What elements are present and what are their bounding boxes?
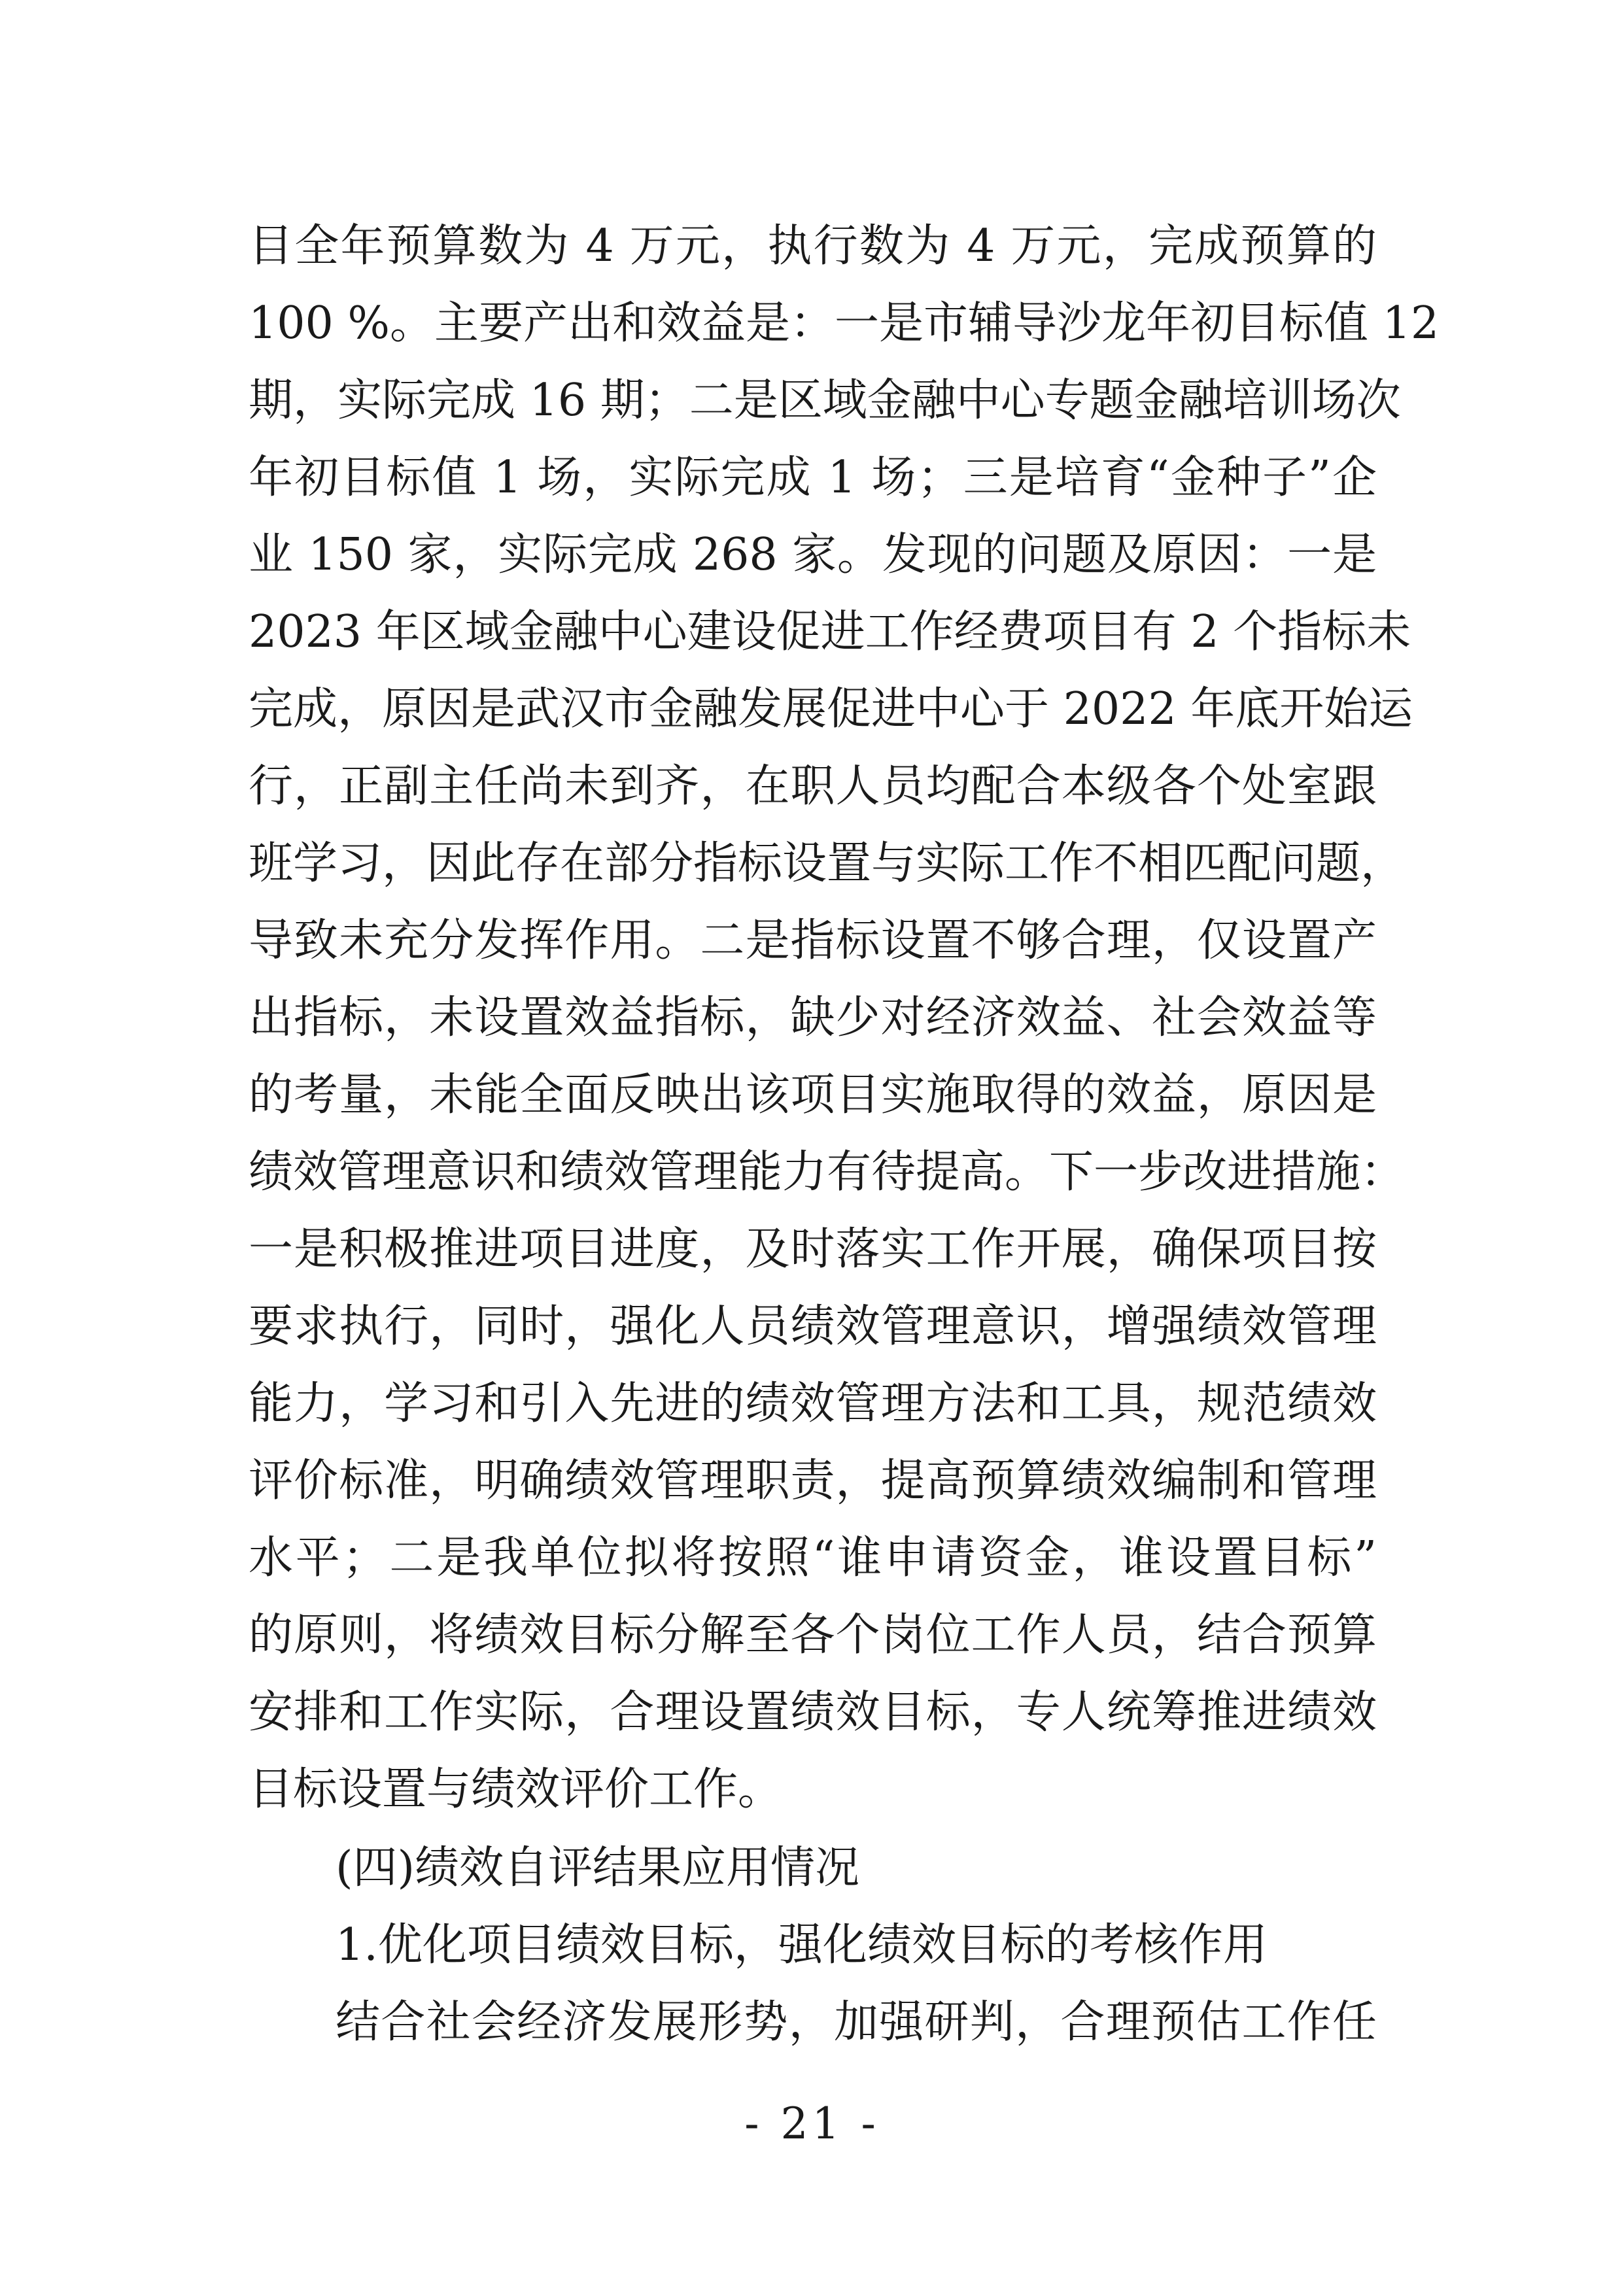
subsection-heading: 1.优化项目绩效目标，强化绩效目标的考核作用 (336, 1919, 1268, 1971)
paragraph-line-8: 行，正副主任尚未到齐，在职人员均配合本级各个处室跟 (249, 761, 1377, 812)
paragraph-line-11: 出指标，未设置效益指标，缺少对经济效益、社会效益等 (249, 992, 1377, 1044)
section-heading: (四)绩效自评结果应用情况 (336, 1842, 860, 1894)
paragraph-line-19: 的原则，将绩效目标分解至各个岗位工作人员，结合预算 (249, 1609, 1377, 1661)
paragraph-line-14: 一是积极推进项目进度，及时落实工作开展，确保项目按 (249, 1224, 1377, 1275)
body-paragraph (249, 208, 1440, 1828)
paragraph-line-18: 水平；二是我单位拟将按照“谁申请资金，谁设置目标” (249, 1532, 1377, 1584)
paragraph-line-21: 目标设置与绩效评价工作。 (249, 1764, 783, 1815)
paragraph-line-2: 100 %。主要产出和效益是：一是市辅导沙龙年初目标值 12 (249, 298, 1440, 349)
paragraph-line-1: 目全年预算数为 4 万元，执行数为 4 万元，完成预算的 (249, 220, 1377, 272)
paragraph-line-15: 要求执行，同时，强化人员绩效管理意识，增强绩效管理 (249, 1301, 1377, 1352)
paragraph-line-4: 年初目标值 1 场，实际完成 1 场；三是培育“金种子”企 (249, 452, 1377, 504)
paragraph-line-10: 导致未充分发挥作用。二是指标设置不够合理，仅设置产 (249, 915, 1377, 967)
paragraph-line-9: 班学习，因此存在部分指标设置与实际工作不相匹配问题， (249, 838, 1406, 889)
paragraph-line-6: 2023 年区域金融中心建设促进工作经费项目有 2 个指标未 (249, 606, 1411, 658)
paragraph-line-17: 评价标准，明确绩效管理职责，提高预算绩效编制和管理 (249, 1455, 1377, 1507)
paragraph-line-20: 安排和工作实际，合理设置绩效目标，专人统筹推进绩效 (249, 1687, 1377, 1738)
page-number: - 21 - (744, 2099, 880, 2149)
paragraph-line-3: 期，实际完成 16 期；二是区域金融中心专题金融培训场次 (249, 375, 1401, 426)
paragraph-line-5: 业 150 家，实际完成 268 家。发现的问题及原因：一是 (249, 529, 1377, 581)
subsection-paragraph-line: 结合社会经济发展形势，加强研判，合理预估工作任 (336, 1996, 1377, 2048)
paragraph-line-7: 完成，原因是武汉市金融发展促进中心于 2022 年底开始运 (249, 683, 1413, 735)
paragraph-line-16: 能力，学习和引入先进的绩效管理方法和工具，规范绩效 (249, 1378, 1377, 1430)
paragraph-line-13: 绩效管理意识和绩效管理能力有待提高。下一步改进措施： (249, 1146, 1406, 1198)
paragraph-line-12: 的考量，未能全面反映出该项目实施取得的效益，原因是 (249, 1069, 1377, 1121)
